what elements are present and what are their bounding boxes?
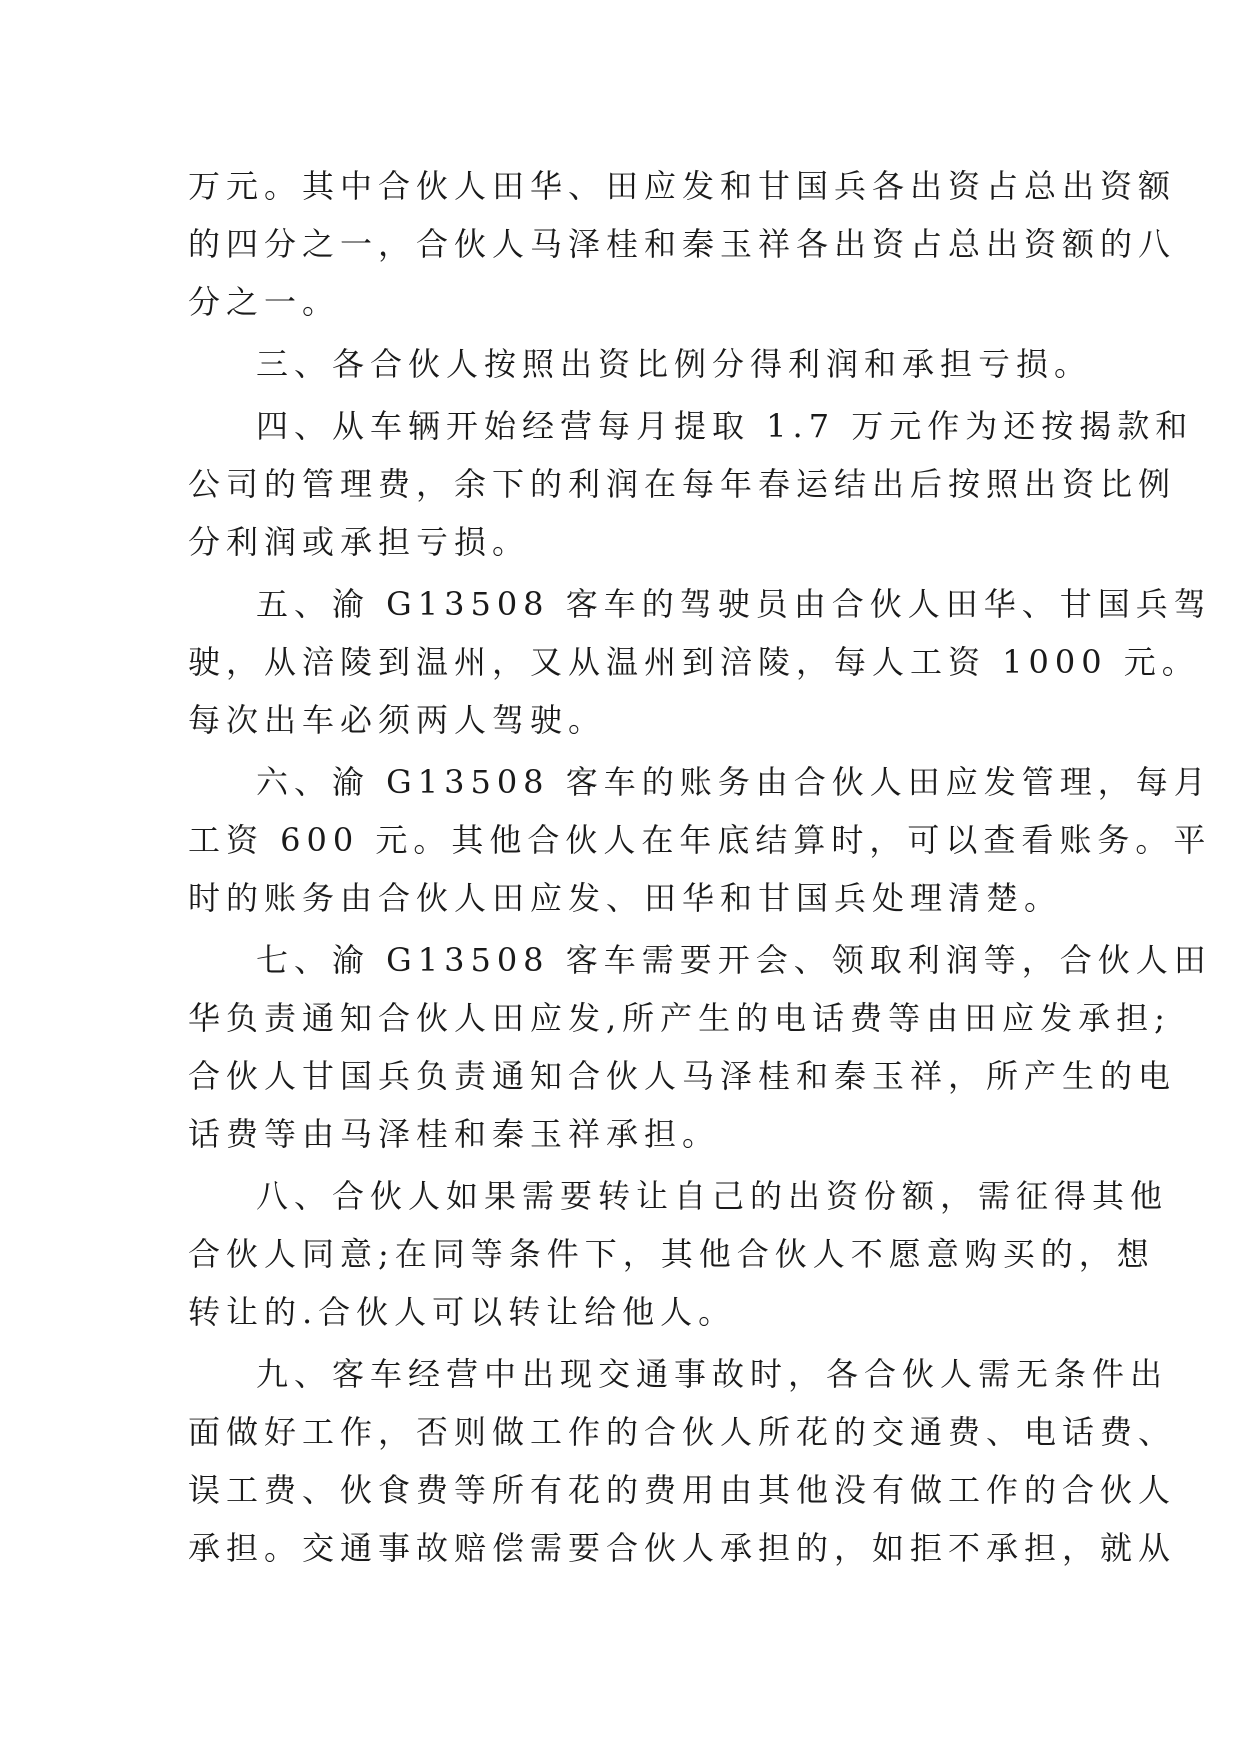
text-line: 面做好工作，否则做工作的合伙人所花的交通费、电话费、 (188, 1413, 1177, 1451)
text-line: 华负责通知合伙人田应发,所产生的电话费等由田应发承担; (188, 999, 1171, 1037)
paragraph-capital-shares (188, 157, 1177, 331)
text-line: 分利润或承担亏损。 (188, 523, 531, 561)
text-line: 合伙人甘国兵负责通知合伙人马泽桂和秦玉祥，所产生的电 (188, 1057, 1177, 1095)
paragraph-clause-5 (188, 575, 1212, 749)
paragraph-clause-3 (188, 335, 1093, 393)
text-line: 四、从车辆开始经营每月提取 1.7 万元作为还按揭款和 (256, 407, 1194, 445)
text-line: 九、客车经营中出现交通事故时，各合伙人需无条件出 (256, 1355, 1169, 1393)
paragraph-clause-8 (188, 1167, 1169, 1341)
text-line: 七、渝 G13508 客车需要开会、领取利润等，合伙人田 (256, 941, 1212, 979)
paragraph-clause-6 (188, 753, 1212, 927)
text-line: 驶，从涪陵到温州，又从温州到涪陵，每人工资 1000 元。 (188, 643, 1200, 681)
text-line: 的四分之一，合伙人马泽桂和秦玉祥各出资占总出资额的八 (188, 225, 1177, 263)
text-line: 工资 600 元。其他合伙人在年底结算时，可以查看账务。平 (188, 821, 1212, 859)
document-body (188, 157, 1212, 1581)
text-line: 合伙人同意;在同等条件下，其他合伙人不愿意购买的，想 (188, 1235, 1155, 1273)
text-line: 承担。交通事故赔偿需要合伙人承担的，如拒不承担，就从 (188, 1529, 1177, 1567)
text-line: 时的账务由合伙人田应发、田华和甘国兵处理清楚。 (188, 879, 1063, 917)
text-line: 万元。其中合伙人田华、田应发和甘国兵各出资占总出资额 (188, 167, 1177, 205)
text-line: 话费等由马泽桂和秦玉祥承担。 (188, 1115, 721, 1153)
paragraph-clause-9 (188, 1345, 1177, 1577)
text-line: 六、渝 G13508 客车的账务由合伙人田应发管理，每月 (256, 763, 1212, 801)
text-line: 五、渝 G13508 客车的驾驶员由合伙人田华、甘国兵驾 (256, 585, 1212, 623)
text-line: 三、各合伙人按照出资比例分得利润和承担亏损。 (256, 345, 1093, 383)
paragraph-clause-7 (188, 931, 1212, 1163)
text-line: 公司的管理费，余下的利润在每年春运结出后按照出资比例 (188, 465, 1177, 503)
text-line: 分之一。 (188, 283, 341, 321)
text-line: 误工费、伙食费等所有花的费用由其他没有做工作的合伙人 (188, 1471, 1177, 1509)
text-line: 转让的.合伙人可以转让给他人。 (188, 1293, 737, 1331)
text-line: 八、合伙人如果需要转让自己的出资份额，需征得其他 (256, 1177, 1169, 1215)
text-line: 每次出车必须两人驾驶。 (188, 701, 607, 739)
paragraph-clause-4 (188, 397, 1194, 571)
